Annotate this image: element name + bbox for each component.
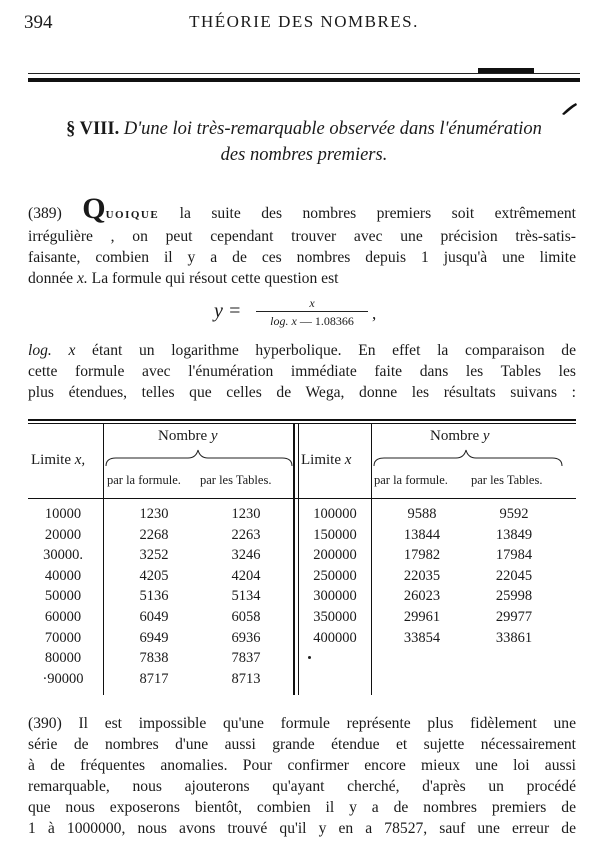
table-cell-tables: 22045 [495, 567, 533, 584]
table-cell-tables: 29977 [495, 609, 533, 625]
para1-line3: faisante, combien il y a de ces nombres depuis 1 jusqu'à une limite [28, 249, 576, 266]
table-cell-tables: 6936 [231, 629, 261, 646]
table-cell-formula: 7838 [139, 650, 169, 667]
para2-line2: cette formule avec l'énumération immédiate faite dans les Tables les [28, 363, 576, 380]
para2-line3: plus étendues, telles que celles de Wega, donne les résultats suivans : [28, 384, 576, 401]
by-tables-header-left: par les Tables. [200, 473, 272, 487]
nombre-header-right: Nombre y [430, 428, 490, 444]
table-cell-limit: 350000 [313, 609, 357, 625]
table-cell-tables: 2263 [231, 526, 261, 543]
table-cell-limit: 50000 [44, 588, 82, 605]
table-cell-tables: 17984 [495, 547, 533, 564]
table-cell-formula: 1230 [139, 506, 169, 522]
para3-line3: à de fréquentes anomalies. Pour confirmer encore mieux une loi aussi [28, 757, 576, 774]
page-number: 394 [24, 12, 53, 33]
table-cell-formula: 2268 [139, 526, 169, 543]
table-cell-limit: 150000 [313, 526, 357, 543]
table-cell-limit: 20000 [44, 526, 82, 543]
by-tables-header-right: par les Tables. [471, 473, 543, 487]
table-cell-tables: 8713 [231, 670, 261, 687]
paragraph-390 [28, 713, 576, 839]
table-cell-tables: 6058 [231, 609, 261, 625]
table-cell-tables: 33861 [495, 629, 533, 646]
table-cell-limit: 60000 [44, 609, 82, 625]
table-cell-formula: 17982 [403, 547, 441, 564]
by-formula-header-left: par la formule. [107, 473, 181, 487]
table-cell-formula: 5136 [139, 588, 169, 605]
table-cell-formula: 22035 [403, 567, 441, 584]
section-number: § VIII. [66, 119, 120, 139]
table-cell-tables: 9592 [499, 506, 529, 522]
table-cell-limit: 100000 [313, 506, 357, 522]
table-cell-limit: 400000 [313, 629, 357, 646]
table-cell-formula: 6949 [139, 629, 169, 646]
table-cell-tables: 5134 [231, 588, 261, 605]
table-cell-formula: 6049 [139, 609, 169, 625]
table-cell-formula: 8717 [139, 670, 169, 687]
formula-denominator: log. x — 1.08366 [270, 314, 354, 328]
table-cell-formula: 26023 [403, 588, 441, 605]
para3-line1: (390) Il est impossible qu'une formule représente plus fidèlement une [28, 715, 576, 732]
table-cell-tables: 7837 [231, 650, 261, 667]
table-cell-formula: 3252 [139, 547, 169, 564]
table-cell-tables: 4204 [231, 567, 261, 584]
para1-line4: donnée x. La formule qui résout cette question est [28, 270, 339, 287]
table-cell-limit: 250000 [313, 567, 357, 584]
para3-line2: série de nombres d'une aussi grande étendue et sujette nécessairement [28, 736, 576, 753]
table-cell-limit: 30000. [43, 547, 83, 564]
table-cell-limit: 40000 [44, 567, 82, 584]
section-title-line2: des nombres premiers. [220, 145, 388, 165]
table-cell-formula: 4205 [139, 567, 169, 584]
running-head: THÉORIE DES NOMBRES. [189, 12, 419, 31]
nombre-header-left: Nombre y [158, 428, 218, 444]
table-cell-tables: 25998 [495, 588, 533, 605]
limit-header-left: Limite x, [31, 452, 86, 468]
table-cell-formula: 9588 [407, 506, 437, 522]
para3-line4: remarquable, nous ajouterons qu'ayant cherché, d'après un procédé [28, 778, 576, 795]
para3-line6: 1 à 1000000, nous avons trouvé qu'il y en a 78527, sauf une erreur de [28, 820, 576, 837]
limit-header-right: Limite x [301, 452, 352, 468]
formula-lhs: y = [214, 300, 242, 322]
table-cell-tables: 1230 [231, 506, 261, 522]
table-cell-tables: 13849 [495, 526, 533, 543]
drop-cap: Q [82, 192, 106, 225]
table-cell-limit: 80000 [44, 650, 82, 667]
small-caps: UOIQUE [105, 209, 160, 221]
table-cell-limit: 10000 [44, 506, 82, 522]
table-cell-limit: 200000 [313, 547, 357, 564]
formula-numerator: x [309, 296, 315, 310]
table-cell-limit: ·90000 [42, 670, 84, 687]
table-cell-limit: 300000 [313, 588, 357, 605]
para3-line5: que nous exposerons bientôt, combien il y a de nombres premiers de [28, 799, 576, 816]
table-cell-tables: 3246 [231, 547, 261, 564]
table-cell-limit: 70000 [44, 629, 82, 646]
by-formula-header-right: par la formule. [374, 473, 448, 487]
table-cell-formula: 29961 [403, 609, 441, 625]
para1-line2: irrégulière , on peut cependant trouver avec une précision très-satis- [28, 228, 576, 245]
para1-line1: (389) QUOIQUE la suite des nombres premiers soit extrêmement [28, 192, 576, 225]
para2-line1: log. x étant un logarithme hyperbolique. En effet la comparaison de [28, 342, 576, 359]
table-cell-formula: 33854 [403, 629, 441, 646]
formula-comma: , [372, 304, 377, 323]
table-cell-formula: 13844 [403, 526, 441, 543]
stray-dot [308, 656, 311, 659]
section-title-line1: D'une loi très-remarquable observée dans l'énumération [123, 119, 542, 139]
